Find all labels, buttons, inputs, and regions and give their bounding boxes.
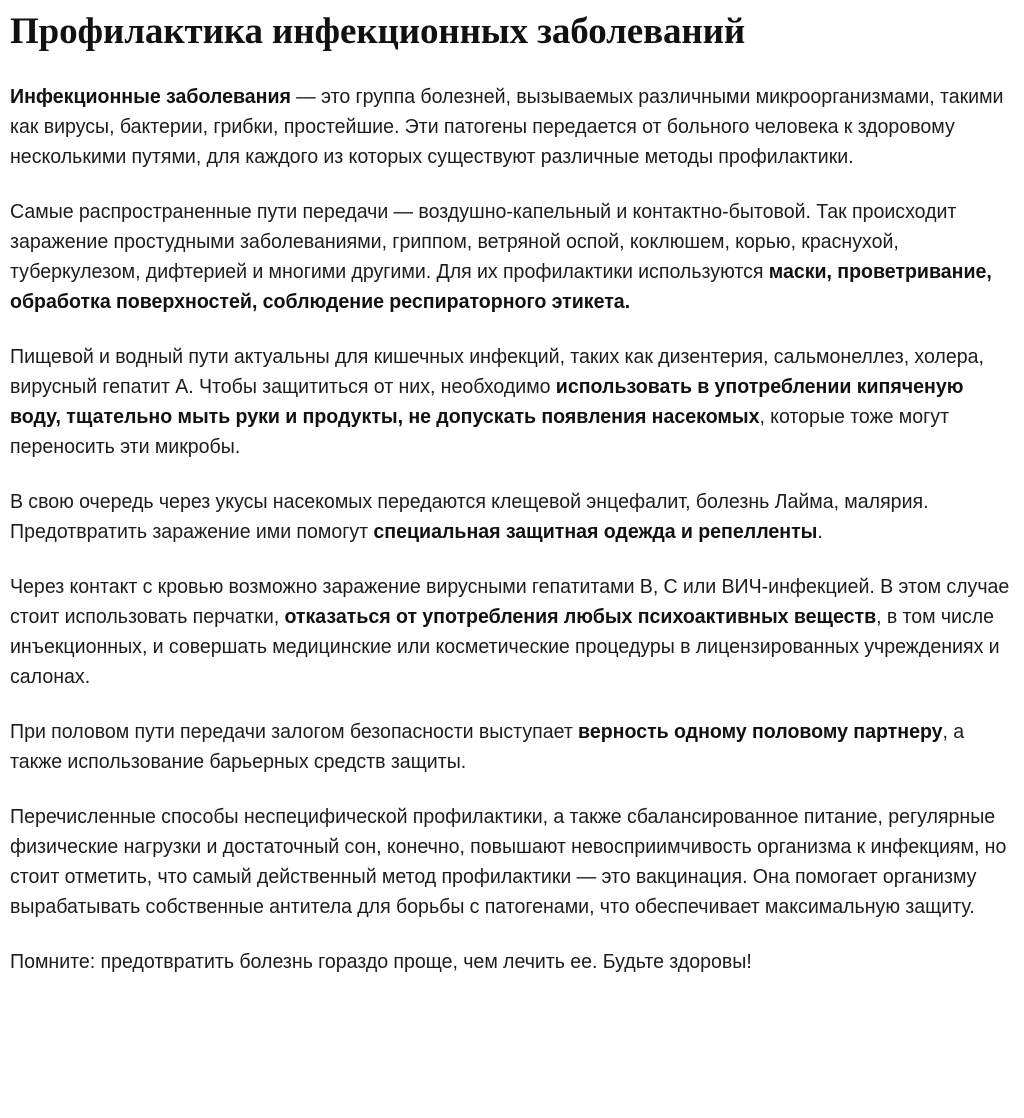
page-title: Профилактика инфекционных заболеваний xyxy=(10,11,746,52)
paragraph-4: В свою очередь через укусы насекомых передаются клещевой энцефалит, болезнь Лайма, малярия. Предотвратить заражение ими помогут специальная защитная одежда и репелленты. xyxy=(10,490,929,543)
paragraph-2: Самые распространенные пути передачи — воздушно-капельный и контактно-бытовой. Так происходит заражение простудными заболеваниями, гриппом, ветряной оспой, коклюшем, корью, краснухой, туберкулезом, дифтерией и многими другими. Для их профилактики используются маски, проветривание, обработка поверхностей, соблюдение респираторного этикета. xyxy=(10,200,992,313)
paragraph-8: Помните: предотвратить болезнь гораздо проще, чем лечить ее. Будьте здоровы! xyxy=(10,950,752,973)
paragraph-5: Через контакт с кровью возможно заражение вирусными гепатитами В, С или ВИЧ-инфекцией. В этом случае стоит использовать перчатки, отказаться от употребления любых психоактивных веществ, в том числе инъекционных, и совершать медицинские или косметические процедуры в лицензированных учреждениях и салонах. xyxy=(10,575,1010,688)
paragraph-1: Инфекционные заболевания — это группа болезней, вызываемых различными микроорганизмами, такими как вирусы, бактерии, грибки, простейшие. Эти патогены передается от больного человека к здоровому несколькими путями, для каждого из которых существуют различные методы профилактики. xyxy=(10,85,1004,168)
paragraph-3: Пищевой и водный пути актуальны для кишечных инфекций, таких как дизентерия, сальмонеллез, холера, вирусный гепатит А. Чтобы защититься от них, необходимо использовать в употреблении кипяченую воду, тщательно мыть руки и продукты, не допускать появления насекомых, которые тоже могут переносить эти микробы. xyxy=(10,345,984,458)
paragraph-6: При половом пути передачи залогом безопасности выступает верность одному половому партнеру, а также использование барьерных средств защиты. xyxy=(10,720,965,773)
article-body xyxy=(10,82,1014,977)
paragraph-7: Перечисленные способы неспецифической профилактики, а также сбалансированное питание, регулярные физические нагрузки и достаточный сон, конечно, повышают невосприимчивость организма к инфекциям, но стоит отметить, что самый действенный метод профилактики — это вакцинация. Она помогает организму вырабатывать собственные антитела для борьбы с патогенами, что обеспечивает максимальную защиту. xyxy=(10,805,1007,918)
